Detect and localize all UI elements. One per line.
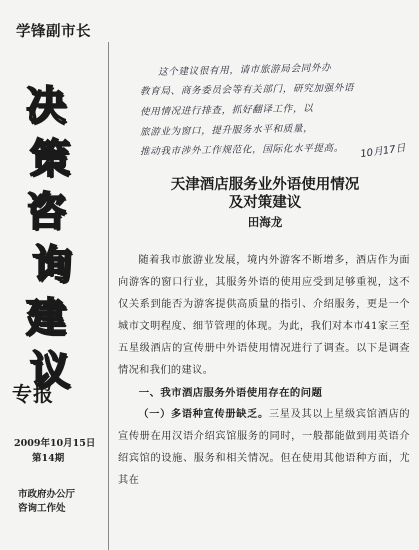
title-line: 及对策建议: [228, 194, 302, 211]
column-divider: [108, 42, 109, 550]
article-title: [120, 176, 410, 212]
vertical-title-char: 询: [32, 242, 72, 288]
paragraph-text: 三星及其以上星级宾馆酒店的宣传册在用汉语介绍宾馆服务的同时，一般都能做到用英语介绍宾馆的设施、服务和相关情况。但在使用其他语种方面，尤其在: [118, 409, 410, 486]
section-heading: 一、我市酒店服务外语使用存在的问题: [138, 387, 323, 399]
date-block: [14, 436, 95, 466]
vertical-title-char: 咨: [26, 189, 66, 235]
org-line: 市政府办公厅: [18, 489, 76, 500]
vertical-title-char: 建: [26, 295, 66, 341]
paragraph: 随着我市旅游业发展，境内外游客不断增多，酒店作为面向游客的窗口行业，其服务外语的使用应受到足够重视，这不仅关系到能否为游客提供高质量的指引、介绍服务，更是一个城市文明程度、细节管理的体现。为此，我们对本市41家三至五星级酒店的宣传册中外语使用情况进行了调查。以下是调查情况和我们的建议。: [118, 255, 410, 376]
handwritten-line: 推动我市涉外工作规范化，国际化水平提高。: [139, 142, 344, 158]
handwritten-line: 这个建议很有用，请市旅游局会同外办: [157, 62, 332, 79]
author-name: 田海龙: [247, 215, 283, 229]
recipient-label: 学锋副市长: [16, 24, 91, 40]
article-body: [118, 250, 410, 492]
report-type: 专报: [12, 382, 54, 406]
handwritten-line: 旅游业为窗口，提升服务水平和质量，: [139, 123, 314, 139]
vertical-title-char: 策: [30, 136, 70, 182]
handwritten-line: 使用情况进行排查，抓好翻译工作，以: [139, 103, 314, 118]
handwritten-date: 10月17日: [359, 142, 407, 161]
subheading: （一）多语种宣传册缺乏。: [138, 409, 269, 420]
vertical-title: [20, 80, 72, 398]
handwritten-line: 教育局、商务委员会等有关部门，研究加强外语: [139, 82, 355, 98]
vertical-title-char: 决: [26, 83, 66, 129]
vertical-title-char: 议: [30, 348, 70, 394]
org-block: [18, 488, 75, 516]
org-line: 咨询工作处: [18, 503, 66, 514]
title-line: 天津酒店服务业外语使用情况: [170, 176, 360, 193]
paragraph: [118, 404, 410, 492]
issue-number: 第14期: [32, 453, 65, 464]
publish-date: 2009年10月15日: [14, 438, 96, 449]
